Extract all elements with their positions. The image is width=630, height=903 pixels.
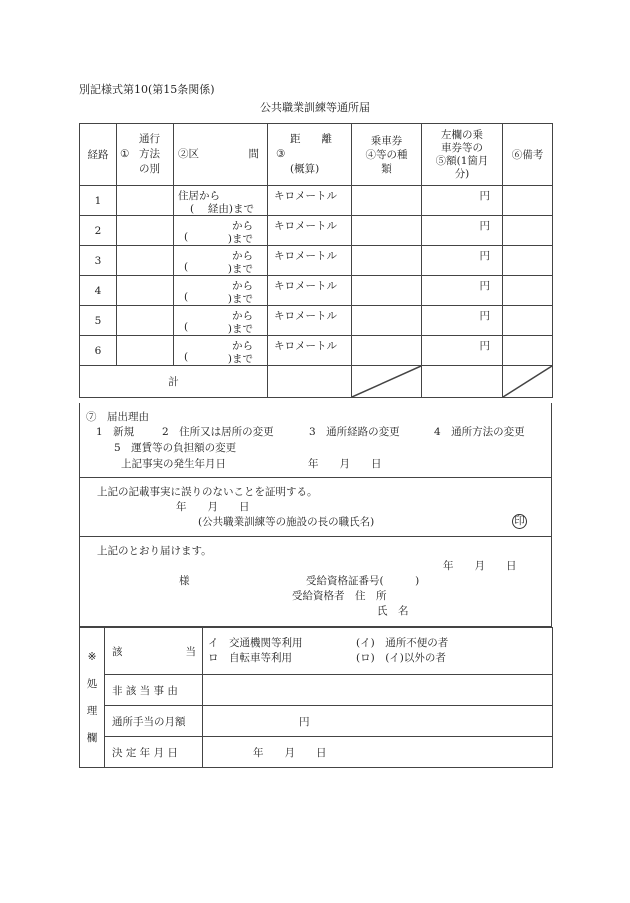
method-cell[interactable] bbox=[117, 276, 174, 306]
km-unit: キロメートル bbox=[274, 340, 337, 352]
remarks-cell[interactable] bbox=[503, 216, 553, 246]
section-open: ( bbox=[184, 351, 189, 363]
table-row bbox=[80, 186, 553, 216]
section-from: から bbox=[232, 340, 253, 352]
notice-date-field[interactable]: 年 月 日 bbox=[443, 560, 517, 572]
section-from: から bbox=[232, 250, 253, 262]
table-row bbox=[80, 306, 553, 336]
ticket-cell[interactable] bbox=[352, 246, 422, 276]
col-section-label: ②区 bbox=[178, 148, 199, 160]
section-to: )まで bbox=[227, 293, 253, 305]
section-from: から bbox=[232, 220, 253, 232]
reason-option-new[interactable]: 1 新規 bbox=[96, 426, 135, 438]
option-inconvenient[interactable]: (イ) 通所不便の者 bbox=[356, 637, 449, 649]
decision-date-field[interactable] bbox=[203, 737, 553, 768]
non-applicable-label: 非 該 当 事 由 bbox=[105, 675, 203, 706]
route-number: 3 bbox=[80, 246, 117, 276]
yen-unit: 円 bbox=[479, 220, 490, 232]
col-distance bbox=[268, 124, 352, 186]
section-from: から bbox=[232, 310, 253, 322]
col-section-tail: 間 bbox=[248, 148, 259, 160]
col-distance-label: 距 離 bbox=[290, 133, 332, 145]
total-fare-cell[interactable] bbox=[422, 366, 503, 398]
non-applicable-field[interactable] bbox=[203, 675, 553, 706]
section-cell[interactable] bbox=[174, 186, 268, 216]
distance-cell[interactable] bbox=[268, 216, 352, 246]
km-unit: キロメートル bbox=[274, 250, 337, 262]
side-char: 欄 bbox=[86, 731, 98, 744]
form-number: 別記様式第10(第15条関係) bbox=[79, 83, 215, 96]
processing-row bbox=[80, 737, 553, 768]
section-to: )まで bbox=[227, 323, 253, 335]
method-cell[interactable] bbox=[117, 336, 174, 366]
yen-unit: 円 bbox=[479, 280, 490, 292]
section-to: )まで bbox=[227, 233, 253, 245]
section-open: ( bbox=[184, 231, 189, 243]
col-distance-note: (概算) bbox=[290, 163, 320, 175]
reason-option-address[interactable]: 2 住所又は居所の変更 bbox=[162, 426, 274, 438]
total-row bbox=[80, 366, 553, 398]
remarks-cell[interactable] bbox=[503, 306, 553, 336]
col-fare-line4: 分) bbox=[454, 167, 470, 180]
km-unit: キロメートル bbox=[274, 310, 337, 322]
table-row bbox=[80, 336, 553, 366]
ticket-cell[interactable] bbox=[352, 276, 422, 306]
side-char: 理 bbox=[86, 704, 98, 717]
form-title: 公共職業訓練等通所届 bbox=[260, 101, 370, 114]
header-row bbox=[80, 124, 553, 186]
decision-date-label: 決 定 年 月 日 bbox=[105, 737, 203, 768]
holder-name-field[interactable]: 氏 名 bbox=[377, 605, 409, 617]
section-from: 住居から bbox=[178, 190, 220, 202]
section-to: )まで bbox=[227, 353, 253, 365]
processing-row bbox=[80, 628, 553, 675]
reason-section bbox=[79, 403, 552, 478]
col-fare-line2: 車券等の bbox=[441, 141, 483, 154]
col-ticket-line3: 類 bbox=[381, 162, 392, 175]
yen-unit: 円 bbox=[479, 250, 490, 262]
section-open: ( bbox=[184, 261, 189, 273]
method-cell[interactable] bbox=[117, 306, 174, 336]
col-ticket-line2: ④等の種 bbox=[365, 148, 408, 161]
col-ticket-line1: 乗車券 bbox=[370, 134, 403, 147]
col-ticket bbox=[352, 124, 422, 186]
option-other[interactable]: (ロ) (イ)以外の者 bbox=[356, 652, 446, 664]
yen-unit: 円 bbox=[479, 190, 490, 202]
distance-cell[interactable] bbox=[268, 336, 352, 366]
col-route: 経路 bbox=[80, 124, 117, 186]
route-number: 5 bbox=[80, 306, 117, 336]
certification-section bbox=[79, 478, 552, 537]
method-cell[interactable] bbox=[117, 186, 174, 216]
cert-statement: 上記の記載事実に誤りのないことを証明する。 bbox=[97, 486, 318, 498]
remarks-cell[interactable] bbox=[503, 336, 553, 366]
col-fare bbox=[422, 124, 503, 186]
section-via: ( 経由)まで bbox=[190, 203, 255, 215]
reason-date-field[interactable]: 年 月 日 bbox=[308, 458, 382, 470]
fare-cell[interactable] bbox=[422, 216, 503, 246]
ticket-cell[interactable] bbox=[352, 216, 422, 246]
ticket-cell[interactable] bbox=[352, 306, 422, 336]
section-to: )まで bbox=[227, 263, 253, 275]
reason-option-fare[interactable]: 5 運賃等の負担額の変更 bbox=[114, 442, 237, 454]
total-distance-cell[interactable] bbox=[268, 366, 352, 398]
remarks-total-void bbox=[503, 366, 553, 398]
certificate-number-field[interactable]: 受給資格証番号( ) bbox=[306, 575, 420, 587]
route-number: 1 bbox=[80, 186, 117, 216]
ticket-cell[interactable] bbox=[352, 186, 422, 216]
route-number: 2 bbox=[80, 216, 117, 246]
option-bicycle[interactable]: ロ 自転車等利用 bbox=[208, 652, 292, 664]
col-section bbox=[174, 124, 268, 186]
processing-side-label bbox=[80, 628, 105, 768]
col-method bbox=[117, 124, 174, 186]
notification-section bbox=[79, 537, 552, 627]
remarks-cell[interactable] bbox=[503, 246, 553, 276]
yen-unit: 円 bbox=[479, 310, 490, 322]
section-cell[interactable] bbox=[174, 336, 268, 366]
table-row bbox=[80, 216, 553, 246]
col-method-line1: 通行 bbox=[139, 133, 160, 145]
addressee-label: 様 bbox=[179, 575, 190, 587]
fare-cell[interactable] bbox=[422, 306, 503, 336]
decision-date-value: 年 月 日 bbox=[253, 746, 327, 759]
table-row bbox=[80, 276, 553, 306]
seal-icon: 印 bbox=[512, 514, 527, 529]
col-remarks: ⑥備考 bbox=[503, 124, 553, 186]
col-distance-num: ③ bbox=[276, 148, 286, 160]
cert-signer[interactable]: (公共職業訓練等の施設の長の職氏名) bbox=[198, 516, 375, 528]
cert-date-field[interactable]: 年 月 日 bbox=[176, 501, 250, 513]
route-number: 4 bbox=[80, 276, 117, 306]
fare-cell[interactable] bbox=[422, 186, 503, 216]
applicable-options bbox=[203, 628, 553, 675]
col-method-line2: 方法 bbox=[139, 148, 160, 160]
processing-row bbox=[80, 675, 553, 706]
distance-cell[interactable] bbox=[268, 186, 352, 216]
yen-unit: 円 bbox=[479, 340, 490, 352]
section-cell[interactable] bbox=[174, 216, 268, 246]
option-transport[interactable]: イ 交通機関等利用 bbox=[208, 637, 303, 649]
reason-date-label: 上記事実の発生年月日 bbox=[121, 458, 226, 470]
col-fare-line1: 左欄の乗 bbox=[441, 128, 483, 141]
distance-cell[interactable] bbox=[268, 246, 352, 276]
method-cell[interactable] bbox=[117, 246, 174, 276]
route-number: 6 bbox=[80, 336, 117, 366]
fare-cell[interactable] bbox=[422, 336, 503, 366]
processing-table bbox=[79, 627, 553, 768]
diagonal-line bbox=[503, 366, 552, 397]
section-open: ( bbox=[184, 321, 189, 333]
ticket-cell[interactable] bbox=[352, 336, 422, 366]
section-cell[interactable] bbox=[174, 246, 268, 276]
section-cell[interactable] bbox=[174, 276, 268, 306]
reason-heading: ⑦ 届出理由 bbox=[86, 411, 149, 423]
monthly-allowance-field[interactable] bbox=[203, 706, 553, 737]
notice-statement: 上記のとおり届けます。 bbox=[97, 545, 212, 557]
processing-row bbox=[80, 706, 553, 737]
remarks-cell[interactable] bbox=[503, 186, 553, 216]
ticket-total-void bbox=[352, 366, 422, 398]
reason-option-method[interactable]: 4 通所方法の変更 bbox=[434, 426, 525, 438]
side-char: 処 bbox=[86, 677, 98, 690]
holder-address-field[interactable]: 受給資格者 住 所 bbox=[292, 590, 387, 602]
note-mark: ※ bbox=[87, 650, 97, 663]
km-unit: キロメートル bbox=[274, 220, 337, 232]
distance-cell[interactable] bbox=[268, 306, 352, 336]
km-unit: キロメートル bbox=[274, 190, 337, 202]
section-from: から bbox=[232, 280, 253, 292]
yen-unit: 円 bbox=[299, 715, 310, 728]
diagonal-line bbox=[352, 366, 421, 397]
remarks-cell[interactable] bbox=[503, 276, 553, 306]
fare-cell[interactable] bbox=[422, 246, 503, 276]
col-method-line3: の別 bbox=[139, 163, 160, 175]
distance-cell[interactable] bbox=[268, 276, 352, 306]
total-label: 計 bbox=[80, 366, 268, 398]
monthly-allowance-label: 通所手当の月額 bbox=[105, 706, 203, 737]
km-unit: キロメートル bbox=[274, 280, 337, 292]
col-fare-line3: ⑤額(1箇月 bbox=[435, 154, 489, 167]
table-row bbox=[80, 246, 553, 276]
reason-option-route[interactable]: 3 通所経路の変更 bbox=[309, 426, 400, 438]
fare-cell[interactable] bbox=[422, 276, 503, 306]
route-table bbox=[79, 123, 553, 398]
section-open: ( bbox=[184, 291, 189, 303]
col-method-num: ① bbox=[120, 148, 130, 160]
method-cell[interactable] bbox=[117, 216, 174, 246]
section-cell[interactable] bbox=[174, 306, 268, 336]
applicable-label: 該 当 bbox=[105, 628, 203, 675]
